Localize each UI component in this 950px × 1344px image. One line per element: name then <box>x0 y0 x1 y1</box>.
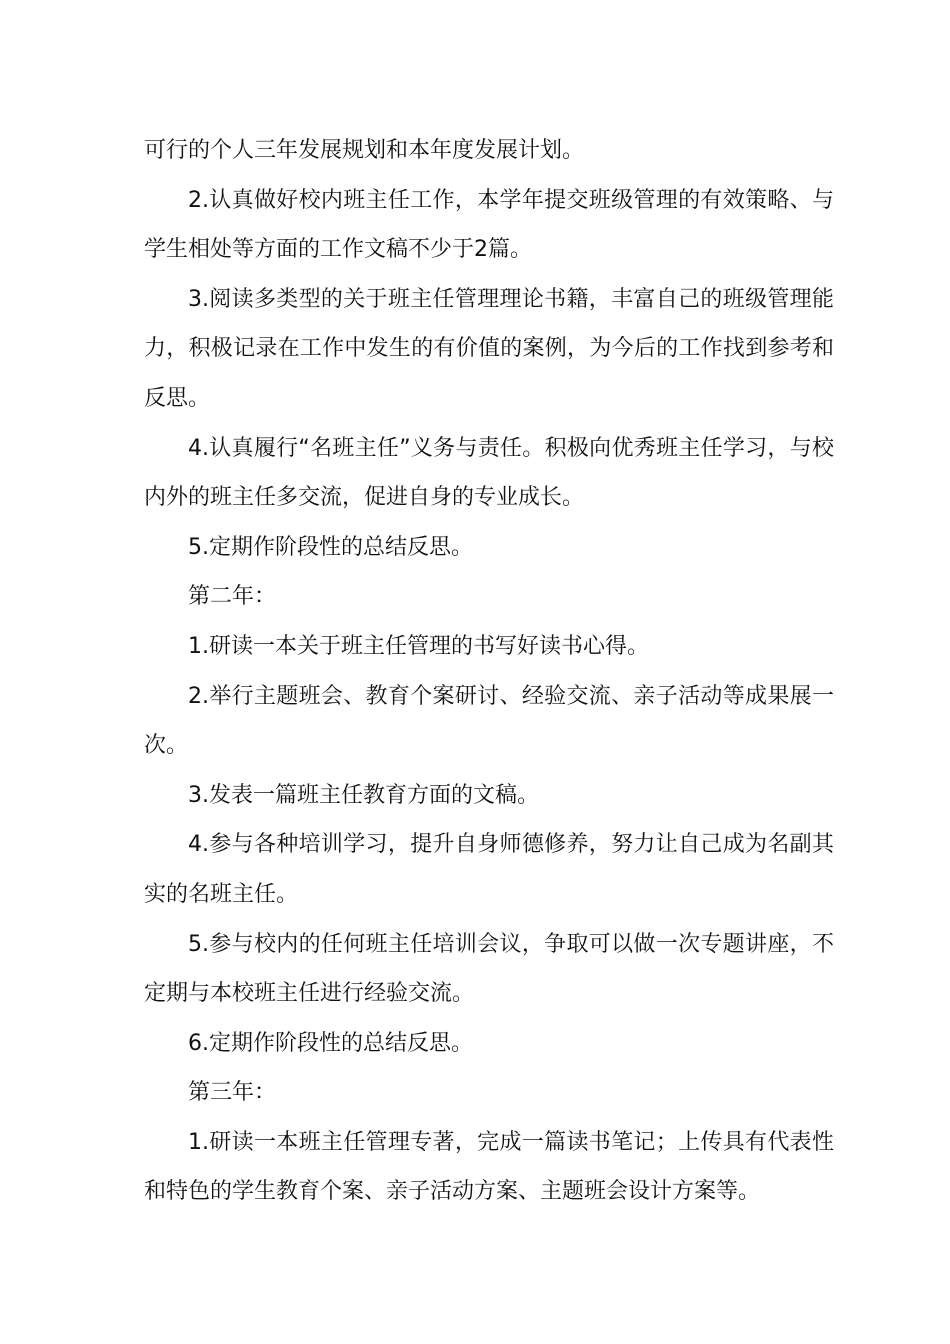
document-body <box>144 126 834 1217</box>
paragraph-14: 1.研读一本班主任管理专著，完成一篇读书笔记；上传具有代表性和特色的学生教育个案、亲子活动方案、主题班会设计方案等。 <box>144 1129 834 1205</box>
paragraph-9: 3.发表一篇班主任教育方面的文稿。 <box>188 782 539 808</box>
paragraph-3: 3.阅读多类型的关于班主任管理理论书籍，丰富自己的班级管理能力，积极记录在工作中发生的有价值的案例，为今后的工作找到参考和反思。 <box>144 286 834 411</box>
section-heading-year-3: 第三年： <box>188 1080 277 1106</box>
paragraph-5: 5.定期作阶段性的总结反思。 <box>188 534 473 560</box>
paragraph-4: 4.认真履行“名班主任”义务与责任。积极向优秀班主任学习，与校内外的班主任多交流，促进自身的专业成长。 <box>144 435 834 511</box>
section-heading-year-2: 第二年： <box>188 584 277 610</box>
paragraph-1: 可行的个人三年发展规划和本年度发展计划。 <box>144 138 585 163</box>
paragraph-7: 1.研读一本关于班主任管理的书写好读书心得。 <box>188 633 649 659</box>
paragraph-2: 2.认真做好校内班主任工作，本学年提交班级管理的有效策略、与学生相处等方面的工作文稿不少于2篇。 <box>144 187 834 263</box>
paragraph-8: 2.举行主题班会、教育个案研讨、经验交流、亲子活动等成果展一次。 <box>144 683 834 759</box>
paragraph-10: 4.参与各种培训学习，提升自身师德修养，努力让自己成为名副其实的名班主任。 <box>144 832 834 907</box>
paragraph-11: 5.参与校内的任何班主任培训会议，争取可以做一次专题讲座，不定期与本校班主任进行经验交流。 <box>144 931 834 1007</box>
paragraph-12: 6.定期作阶段性的总结反思。 <box>188 1030 473 1056</box>
